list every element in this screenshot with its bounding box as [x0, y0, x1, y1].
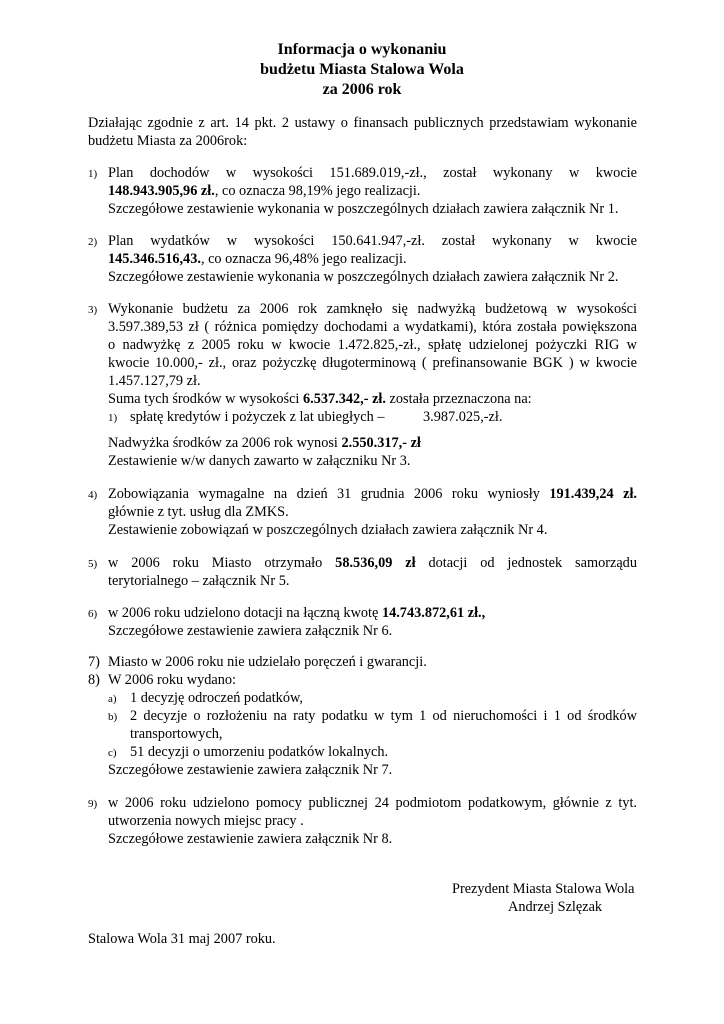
item-3-sub-text: spłatę kredytów i pożyczek z lat ubiegłych –	[130, 409, 385, 425]
title-line-2: budżetu Miasta Stalowa Wola	[260, 61, 464, 78]
item-9-line-2: utworzenia nowych miejsc pracy .	[108, 813, 304, 829]
item-3-last-line: Zestawienie w/w danych zawarto w załączniku Nr 3.	[108, 453, 411, 469]
item-5-amount: 58.536,09 zł	[335, 555, 416, 571]
item-8-b-line-2: transportowych,	[130, 726, 223, 742]
item-3-surplus-amount: 2.550.317,- zł	[341, 435, 421, 451]
signature-name: Andrzej Szlęzak	[508, 899, 603, 915]
item-4-line-3: Zestawienie zobowiązań w poszczególnych działach zawiera załącznik Nr 4.	[108, 522, 548, 538]
item-4-line-1-pre: Zobowiązania wymagalne na dzień 31 grudnia 2006 roku wyniosły	[108, 486, 550, 502]
item-8-a-text: 1 decyzję odroczeń podatków,	[130, 690, 303, 706]
item-3-number: 3)	[88, 304, 98, 316]
title-line-1: Informacja o wykonaniu	[277, 41, 447, 58]
item-8-c-text: 51 decyzji o umorzeniu podatków lokalnych.	[130, 744, 389, 760]
item-1-number: 1)	[88, 168, 98, 180]
item-8-b-number: b)	[108, 711, 118, 723]
item-4-line-2: głównie z tyt. usług dla ZMKS.	[108, 504, 289, 520]
item-4-line-1	[108, 485, 637, 503]
item-2-line-3: Szczegółowe zestawienie wykonania w poszczególnych działach zawiera załącznik Nr 2.	[108, 269, 619, 285]
item-3-line-2: 3.597.389,53 zł ( różnica pomiędzy dochodami a wydatkami), która została powiększona	[108, 319, 637, 335]
item-6-line-2: Szczegółowe zestawienie zawiera załącznik Nr 6.	[108, 623, 393, 639]
item-3-sum-pre: Suma tych środków w wysokości	[108, 391, 303, 407]
item-7-line-1: Miasto w 2006 roku nie udzielało poręczeń i gwarancji.	[108, 654, 427, 670]
item-8-last-line: Szczegółowe zestawienie zawiera załącznik Nr 7.	[108, 762, 393, 778]
item-2-rest: , co oznacza 96,48% jego realizacji.	[200, 251, 407, 267]
item-5-line-1	[108, 554, 637, 572]
item-6-line-1	[108, 604, 485, 622]
item-3-sub-number: 1)	[108, 412, 118, 424]
item-8-a-number: a)	[108, 693, 117, 705]
footer-date: Stalowa Wola 31 maj 2007 roku.	[88, 931, 276, 947]
item-9-line-3: Szczegółowe zestawienie zawiera załącznik Nr 8.	[108, 831, 393, 847]
item-3-surplus-line	[108, 434, 421, 452]
item-2-number: 2)	[88, 236, 98, 248]
item-8-b-line-1: 2 decyzje o rozłożeniu na raty podatku w tym 1 od nieruchomości i 1 od środków	[130, 708, 637, 724]
item-8-number: 8)	[88, 672, 100, 688]
item-2-amount: 145.346.516,43.	[108, 251, 201, 267]
item-1-line-1: Plan dochodów w wysokości 151.689.019,-zł., został wykonany w kwocie	[108, 165, 637, 181]
item-3-line-3: o nadwyżkę z 2005 roku w kwocie 1.472.825,-zł., spłatę udzielonej pożyczki RIG w	[108, 337, 637, 353]
item-2-line-1: Plan wydatków w wysokości 150.641.947,-zł. został wykonany w kwocie	[108, 233, 637, 249]
item-1-amount: 148.943.905,96 zł.	[108, 183, 215, 199]
item-7-number: 7)	[88, 654, 100, 670]
item-5-line-2: terytorialnego – załącznik Nr 5.	[108, 573, 290, 589]
item-3-line-5: 1.457.127,79 zł.	[108, 373, 201, 389]
item-9-number: 9)	[88, 798, 98, 810]
item-5-number: 5)	[88, 558, 98, 570]
item-3-sub-amount: 3.987.025,-zł.	[423, 409, 503, 425]
signature-title: Prezydent Miasta Stalowa Wola	[452, 881, 635, 897]
item-9-line-1: w 2006 roku udzielono pomocy publicznej 24 podmiotom podatkowym, głównie z tyt.	[108, 795, 637, 811]
item-4-amount: 191.439,24 zł.	[549, 486, 637, 502]
item-5-line-1-pre: w 2006 roku Miasto otrzymało	[108, 555, 336, 571]
item-1-line-3: Szczegółowe zestawienie wykonania w poszczególnych działach zawiera załącznik Nr 1.	[108, 201, 619, 217]
intro-line-2: budżetu Miasta za 2006rok:	[88, 133, 248, 149]
document-title	[0, 40, 724, 100]
item-8-line-1: W 2006 roku wydano:	[108, 672, 236, 688]
item-6-amount: 14.743.872,61 zł.,	[381, 605, 486, 621]
item-3-sum-post: została przeznaczona na:	[385, 391, 532, 407]
item-6-number: 6)	[88, 608, 98, 620]
item-3-sum-amount: 6.537.342,- zł.	[302, 391, 386, 407]
title-line-3: za 2006 rok	[322, 81, 402, 98]
item-4-number: 4)	[88, 489, 98, 501]
item-3-line-4: kwocie 10.000,- zł., oraz pożyczkę długoterminową ( prefinansowanie BGK ) w kwocie	[108, 355, 637, 371]
item-6-line-1-pre: w 2006 roku udzielono dotacji na łączną kwotę	[108, 605, 382, 621]
item-3-line-1: Wykonanie budżetu za 2006 rok zamknęło się nadwyżką budżetową w wysokości	[108, 301, 637, 317]
item-1-rest: , co oznacza 98,19% jego realizacji.	[214, 183, 421, 199]
item-1-line-2	[108, 182, 420, 200]
item-3-sum-line	[108, 390, 532, 408]
item-8-c-number: c)	[108, 747, 117, 759]
item-5-line-1-post: dotacji od jednostek samorządu	[428, 555, 637, 571]
intro-line-1: Działając zgodnie z art. 14 pkt. 2 ustawy o finansach publicznych przedstawiam wykonanie	[88, 115, 637, 131]
item-2-line-2	[108, 250, 407, 268]
item-3-surplus-pre: Nadwyżka środków za 2006 rok wynosi	[108, 435, 342, 451]
